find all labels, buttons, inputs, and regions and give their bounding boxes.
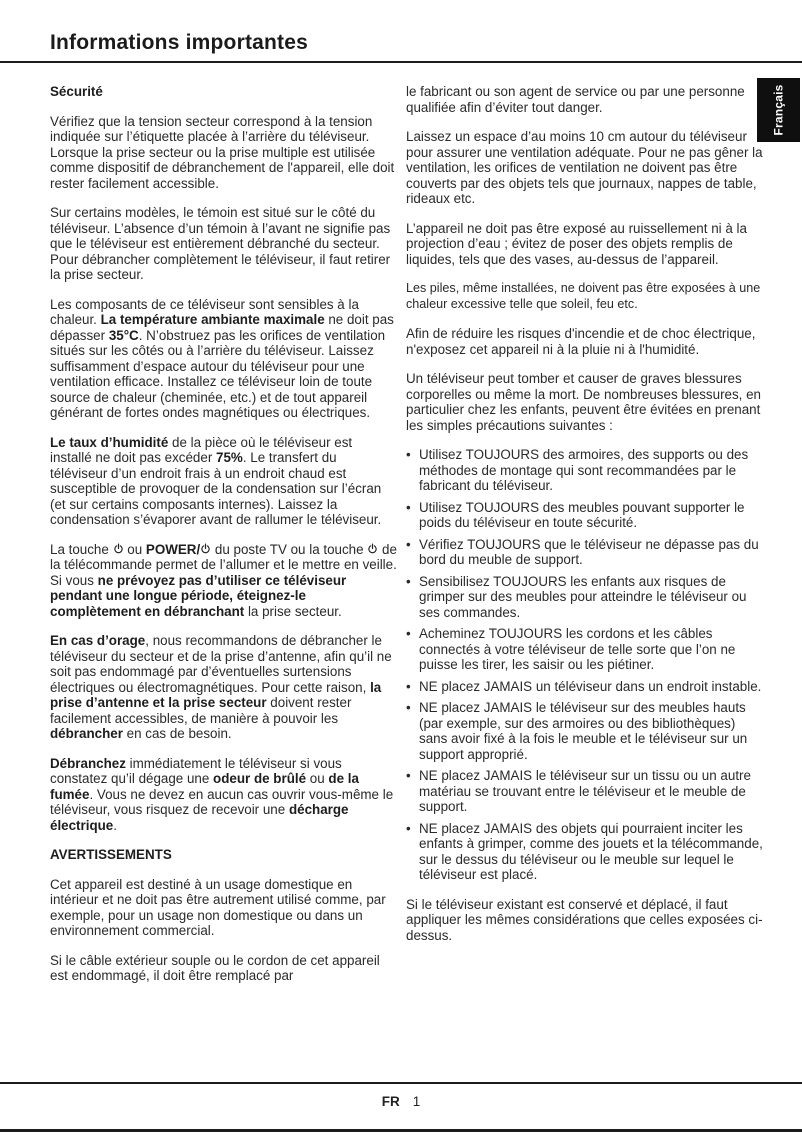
- text-segment: . Vous ne devez en aucun cas ouvrir vous-même le téléviseur, vous risquez de recevoir une: [50, 786, 394, 817]
- bullet-marker: •: [406, 700, 411, 715]
- text-segment: Les composants de ce téléviseur sont sensibles à la chaleur.: [50, 296, 359, 327]
- bullet-text: [419, 768, 765, 815]
- text-segment: Utilisez TOUJOURS des meubles pouvant supporter le poids du téléviseur en toute sécurité.: [419, 499, 745, 530]
- bullet-text: [419, 537, 765, 568]
- bullet-marker: •: [406, 768, 411, 783]
- bullet-marker: •: [406, 820, 411, 836]
- text-segment: le fabricant ou son agent de service ou par une personne qualifiée afin d’éviter tout danger.: [406, 84, 745, 115]
- bold-text-segment: débrancher: [50, 726, 123, 741]
- paragraph: [406, 281, 765, 312]
- paragraph: [50, 297, 397, 421]
- paragraph: [50, 205, 397, 283]
- paragraph: [50, 877, 397, 939]
- section-heading: [50, 84, 397, 100]
- text-segment: Afin de réduire les risques d'incendie et de choc électrique, n'exposez cet appareil ni à la pluie ni à l'humidité.: [406, 326, 756, 357]
- text-segment: La touche: [50, 541, 113, 557]
- text-segment: Un téléviseur peut tomber et causer de graves blessures corporelles ou même la mort. De nombreuses blessures, en particulier chez les enfants, peuvent être évitées en prenant les simples précautions suivantes :: [406, 371, 762, 433]
- bottom-border: [0, 1129, 802, 1132]
- text-segment: la prise secteur.: [244, 603, 342, 619]
- text-segment: Acheminez TOUJOURS les cordons et les câbles connectés à votre téléviseur de telle sorte que l’on ne puisse les tirer, les saisir ou les piétiner.: [419, 626, 736, 672]
- left-column: [50, 84, 397, 998]
- text-segment: NE placez JAMAIS des objets qui pourraient inciter les enfants à grimper, comme des jouets et la télécommande, sur le dessus du téléviseur ou le meuble sur lequel le téléviseur est placé.: [419, 820, 763, 882]
- text-segment: . Le transfert du téléviseur d’un endroit frais à un endroit chaud est susceptible de provoquer de la condensation sur l’écran (et sur certains composants internes). Laissez la condensation s’évaporer avant de rallumer le téléviseur.: [50, 450, 382, 527]
- paragraph: [50, 633, 397, 742]
- bullet-text: [419, 447, 765, 494]
- bold-text-segment: décharge électrique: [50, 802, 349, 833]
- paragraph: [406, 84, 765, 115]
- paragraph: [50, 435, 397, 528]
- paragraph: [406, 129, 765, 207]
- bold-text-segment: la prise d’antenne et la prise secteur: [50, 679, 382, 710]
- bullet-item: [406, 821, 765, 883]
- text-segment: doivent rester facilement accessibles, de manière à pouvoir les: [50, 695, 352, 726]
- bullet-marker: •: [406, 447, 411, 462]
- text-segment: Sur certains modèles, le témoin est situé sur le côté du téléviseur. L’absence d’un témoin à l’avant ne signifie pas que le téléviseur est entièrement débranché du secteur. Pour débrancher complètement le téléviseur, il faut retirer la prise secteur.: [50, 205, 391, 282]
- text-segment: Laissez un espace d’au moins 10 cm autour du téléviseur pour assurer une ventilation adéquate. Pour ne pas gêner la ventilation, les orifices de ventilation ne doivent pas être couverts par des objets tels que journaux, nappes de table, rideaux etc.: [406, 129, 763, 206]
- power-icon: [367, 543, 378, 555]
- bullet-text: [419, 626, 765, 673]
- text-segment: ou: [123, 541, 146, 557]
- paragraph: [50, 953, 397, 984]
- paragraph: [50, 114, 397, 192]
- bullet-item: [406, 447, 765, 494]
- paragraph: [50, 542, 397, 620]
- paragraph: [406, 897, 765, 944]
- bullet-item: [406, 679, 765, 695]
- text-segment: Vérifiez que la tension secteur correspond à la tension indiquée sur l’étiquette placée à l’arrière du téléviseur. Lorsque la prise secteur ou la prise multiple est utilisée comme dispositif de débranchement de l'appareil, elle doit rester facilement accessible.: [50, 113, 395, 191]
- bold-text-segment: de la fumée: [50, 771, 359, 802]
- bold-text-segment: 35°C: [108, 327, 139, 343]
- text-segment: ou: [306, 771, 329, 786]
- bold-text-segment: En cas d’orage: [50, 633, 146, 648]
- text-segment: NE placez JAMAIS un téléviseur dans un endroit instable.: [419, 678, 762, 694]
- footer-divider: [0, 1082, 802, 1084]
- text-segment: NE placez JAMAIS le téléviseur sur des meubles hauts (par exemple, sur des armoires ou des bibliothèques) sans avoir fixé à la fois le meuble et le téléviseur sur un support approprié.: [419, 700, 748, 762]
- paragraph: [406, 326, 765, 357]
- text-segment: . N’obstruez pas les orifices de ventilation situés sur les côtés ou à l’arrière du téléviseur. Laissez suffisamment d’espace autour du téléviseur pour une ventilation efficace. Installez ce téléviseur loin de toute source de chaleur (cheminée, etc.) et de tout appareil générant de fortes ondes magnétiques ou électriques.: [50, 327, 386, 420]
- bullet-text: [419, 500, 765, 531]
- bullet-text: [419, 821, 765, 883]
- bullet-marker: •: [406, 536, 411, 552]
- right-column: [406, 84, 765, 957]
- text-segment: de la pièce où le téléviseur est installé ne doit pas excéder: [50, 434, 353, 465]
- bullet-marker: •: [406, 573, 411, 589]
- section-heading: [50, 847, 397, 863]
- bold-text-segment: POWER/: [145, 541, 201, 557]
- bullet-item: [406, 700, 765, 762]
- text-segment: AVERTISSEMENTS: [50, 847, 172, 862]
- bold-text-segment: Le taux d’humidité: [50, 434, 169, 450]
- power-icon: [200, 543, 211, 555]
- page-title: Informations importantes: [50, 31, 308, 54]
- paragraph: [406, 371, 765, 433]
- page-footer: [0, 1094, 802, 1109]
- bullet-item: [406, 574, 765, 621]
- bold-text-segment: 75%: [216, 450, 243, 465]
- paragraph: [50, 756, 397, 834]
- text-segment: Vérifiez TOUJOURS que le téléviseur ne dépasse pas du bord du meuble de support.: [419, 536, 759, 567]
- power-icon: [113, 543, 124, 555]
- text-segment: , nous recommandons de débrancher le téléviseur du secteur et de la prise d’antenne, afin qu’il ne soit pas endommagé par d’éventuelles surtensions électriques ou électromagnétiques. Pour cette raison,: [50, 633, 392, 695]
- text-segment: Sécurité: [50, 84, 103, 99]
- bullet-marker: •: [406, 499, 411, 515]
- bullet-item: [406, 537, 765, 568]
- bullet-text: [419, 574, 765, 621]
- text-segment: L’appareil ne doit pas être exposé au ruissellement ni à la projection d’eau ; évitez de poser des objets remplis de liquides, tels que des vases, au-dessus de l’appareil.: [406, 220, 747, 267]
- text-segment: de la télécommande permet de l’allumer et le mettre en veille. Si vous: [50, 541, 397, 588]
- text-segment: ne doit pas dépasser: [50, 312, 394, 343]
- bold-text-segment: odeur de brûlé: [213, 771, 307, 786]
- text-segment: Cet appareil est destiné à un usage domestique en intérieur et ne doit pas être autrement utilisé comme, par exemple, pour un usage non domestique ou dans un environnement commercial.: [50, 876, 386, 938]
- language-tab-label: Français: [771, 84, 786, 136]
- text-segment: .: [113, 817, 117, 833]
- title-divider: [0, 61, 802, 63]
- bold-text-segment: ne prévoyez pas d’utiliser ce téléviseur pendant une longue période, éteignez-le complètement en débranchant: [50, 572, 347, 619]
- text-segment: Si le téléviseur existant est conservé et déplacé, il faut appliquer les mêmes considérations que celles exposées ci-dessus.: [406, 896, 763, 943]
- text-segment: Les piles, même installées, ne doivent pas être exposées à une chaleur excessive telle que soleil, feu etc.: [406, 281, 761, 311]
- bullet-item: [406, 626, 765, 673]
- bullet-item: [406, 500, 765, 531]
- bold-text-segment: La température ambiante maximale: [100, 312, 325, 327]
- bullet-marker: •: [406, 678, 411, 694]
- text-segment: du poste TV ou la touche: [211, 541, 368, 557]
- bullet-text: [419, 679, 765, 695]
- footer-language-code: FR: [381, 1094, 400, 1109]
- bullet-text: [419, 700, 765, 762]
- footer-page-number: 1: [412, 1094, 421, 1109]
- text-segment: NE placez JAMAIS le téléviseur sur un tissu ou un autre matériau se trouvant entre le téléviseur et le meuble de support.: [419, 768, 751, 814]
- bullet-item: [406, 768, 765, 815]
- paragraph: [406, 221, 765, 268]
- text-segment: en cas de besoin.: [122, 726, 232, 741]
- text-segment: immédiatement le téléviseur si vous constatez qu’il dégage une: [50, 755, 342, 786]
- text-segment: Sensibilisez TOUJOURS les enfants aux risques de grimper sur des meubles pour atteindre le téléviseur ou ses commandes.: [419, 573, 747, 620]
- text-segment: Utilisez TOUJOURS des armoires, des supports ou des méthodes de montage qui sont recommandées par le fabricant du téléviseur.: [419, 447, 749, 493]
- bullet-marker: •: [406, 626, 411, 641]
- bold-text-segment: Débranchez: [50, 755, 126, 771]
- text-segment: Si le câble extérieur souple ou le cordon de cet appareil est endommagé, il doit être remplacé par: [50, 952, 380, 983]
